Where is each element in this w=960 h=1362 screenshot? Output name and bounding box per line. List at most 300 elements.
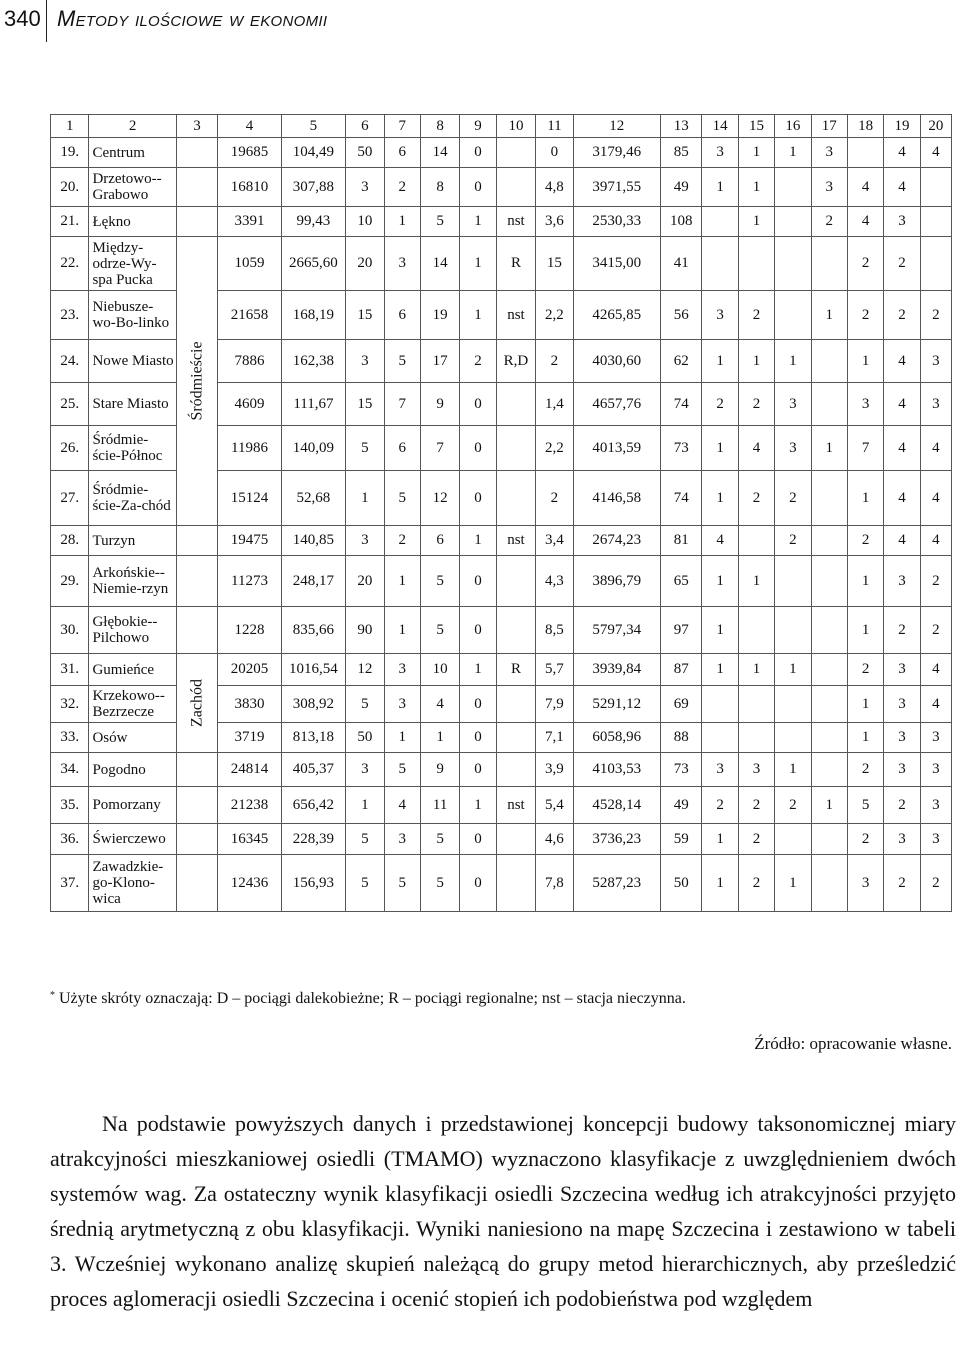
table-cell bbox=[738, 723, 774, 753]
table-cell: 4 bbox=[884, 383, 920, 426]
table-cell: Stare Miasto bbox=[89, 383, 176, 426]
table-cell: 3 bbox=[738, 753, 774, 787]
column-number: 19 bbox=[884, 115, 920, 138]
table-cell: 3 bbox=[346, 168, 384, 207]
table-cell: 1 bbox=[847, 686, 883, 723]
table-cell: 111,67 bbox=[281, 383, 345, 426]
table-cell: 1,4 bbox=[536, 383, 573, 426]
table-cell: 21. bbox=[51, 207, 89, 237]
table-cell: 2 bbox=[536, 471, 573, 526]
table-cell: 1059 bbox=[218, 237, 281, 291]
table-cell: Centrum bbox=[89, 138, 176, 168]
table-cell bbox=[920, 168, 951, 207]
table-cell: 81 bbox=[660, 526, 702, 556]
region-cell bbox=[176, 237, 218, 526]
table-cell: 11986 bbox=[218, 426, 281, 471]
table-cell: 3896,79 bbox=[573, 556, 660, 607]
table-cell: Świerczewo bbox=[89, 824, 176, 855]
table-cell: 4,8 bbox=[536, 168, 573, 207]
table-cell: 0 bbox=[460, 723, 496, 753]
table-cell: Łękno bbox=[89, 207, 176, 237]
table-cell: 5 bbox=[346, 855, 384, 912]
table-cell: 2 bbox=[384, 168, 420, 207]
table-cell: 2 bbox=[884, 855, 920, 912]
table-cell: Zawadzkie-go-Klono-wica bbox=[89, 855, 176, 912]
table-cell: R bbox=[496, 237, 535, 291]
table-cell: 15 bbox=[346, 291, 384, 340]
table-cell: 20 bbox=[346, 556, 384, 607]
table-cell: 3 bbox=[811, 168, 847, 207]
table-cell: 1 bbox=[775, 753, 811, 787]
column-number: 16 bbox=[775, 115, 811, 138]
table-cell bbox=[496, 686, 535, 723]
column-number: 1 bbox=[51, 115, 89, 138]
table-cell: 3 bbox=[884, 207, 920, 237]
table-cell: 23. bbox=[51, 291, 89, 340]
table-cell: 2 bbox=[847, 291, 883, 340]
table-cell: 1 bbox=[702, 607, 738, 654]
column-number: 20 bbox=[920, 115, 951, 138]
table-cell: 17 bbox=[420, 340, 459, 383]
table-cell: 2 bbox=[738, 824, 774, 855]
table-cell: 1 bbox=[775, 654, 811, 686]
table-cell: Niebusze-wo-Bo-linko bbox=[89, 291, 176, 340]
table-cell: 3 bbox=[702, 138, 738, 168]
table-cell: 5797,34 bbox=[573, 607, 660, 654]
table-cell: 2 bbox=[920, 607, 951, 654]
column-number: 9 bbox=[460, 115, 496, 138]
table-row bbox=[51, 237, 952, 291]
table-cell: 5 bbox=[384, 855, 420, 912]
table-cell: 3 bbox=[811, 138, 847, 168]
table-cell: Głębokie--Pilchowo bbox=[89, 607, 176, 654]
table-cell: 12 bbox=[420, 471, 459, 526]
table-cell: 168,19 bbox=[281, 291, 345, 340]
table-cell: 5 bbox=[346, 686, 384, 723]
column-number: 7 bbox=[384, 115, 420, 138]
column-number: 18 bbox=[847, 115, 883, 138]
table-cell: 3,4 bbox=[536, 526, 573, 556]
table-cell: 5 bbox=[384, 471, 420, 526]
table-cell: 7 bbox=[420, 426, 459, 471]
table-cell: 4 bbox=[884, 526, 920, 556]
table-cell: 1 bbox=[460, 207, 496, 237]
table-cell: 1 bbox=[460, 291, 496, 340]
table-cell: 0 bbox=[460, 686, 496, 723]
table-cell: 4 bbox=[847, 168, 883, 207]
table-cell: R bbox=[496, 654, 535, 686]
table-cell bbox=[738, 526, 774, 556]
table-cell: 35. bbox=[51, 787, 89, 824]
table-cell bbox=[496, 383, 535, 426]
table-cell bbox=[775, 686, 811, 723]
table-cell: 3 bbox=[920, 753, 951, 787]
table-cell: Śródmie-ście-Północ bbox=[89, 426, 176, 471]
table-cell: 4 bbox=[738, 426, 774, 471]
table-cell bbox=[811, 723, 847, 753]
table-cell bbox=[496, 168, 535, 207]
table-cell: 4 bbox=[884, 340, 920, 383]
table-cell: 2 bbox=[847, 237, 883, 291]
table-cell: 813,18 bbox=[281, 723, 345, 753]
table-cell: 4265,85 bbox=[573, 291, 660, 340]
table-cell: 5 bbox=[420, 207, 459, 237]
table-cell: 1 bbox=[738, 138, 774, 168]
table-cell: 5 bbox=[384, 340, 420, 383]
table-cell bbox=[496, 138, 535, 168]
column-number-row bbox=[51, 115, 952, 138]
table-cell: 33. bbox=[51, 723, 89, 753]
table-cell: 1 bbox=[702, 426, 738, 471]
table-cell: 6 bbox=[384, 426, 420, 471]
header-divider bbox=[46, 0, 47, 42]
body-paragraph bbox=[50, 1106, 956, 1316]
column-number: 10 bbox=[496, 115, 535, 138]
table-cell bbox=[496, 855, 535, 912]
table-cell: 3 bbox=[384, 686, 420, 723]
table-cell: 835,66 bbox=[281, 607, 345, 654]
table-cell: 88 bbox=[660, 723, 702, 753]
table-cell: 12436 bbox=[218, 855, 281, 912]
table-cell: 1 bbox=[460, 237, 496, 291]
table-cell: 3 bbox=[920, 787, 951, 824]
table-cell: 3 bbox=[384, 824, 420, 855]
table-cell: 1 bbox=[775, 340, 811, 383]
table-cell: Krzekowo--Bezrzecze bbox=[89, 686, 176, 723]
table-cell: 59 bbox=[660, 824, 702, 855]
table-cell bbox=[738, 237, 774, 291]
table-cell: 2 bbox=[920, 556, 951, 607]
table-cell: 656,42 bbox=[281, 787, 345, 824]
table-cell: 2 bbox=[738, 787, 774, 824]
table-cell: nst bbox=[496, 526, 535, 556]
table-cell: 4103,53 bbox=[573, 753, 660, 787]
table-cell: 3,9 bbox=[536, 753, 573, 787]
table-cell: 2 bbox=[847, 824, 883, 855]
table-cell: 85 bbox=[660, 138, 702, 168]
table-cell: 9 bbox=[420, 753, 459, 787]
table-cell: 3 bbox=[884, 654, 920, 686]
table-cell: 7 bbox=[847, 426, 883, 471]
table-cell: 1 bbox=[811, 291, 847, 340]
table-cell: 1 bbox=[702, 471, 738, 526]
table-cell: 1 bbox=[738, 340, 774, 383]
table-cell: 1 bbox=[420, 723, 459, 753]
column-number: 4 bbox=[218, 115, 281, 138]
table-cell: 1 bbox=[847, 723, 883, 753]
table-cell: 3,6 bbox=[536, 207, 573, 237]
table-cell bbox=[176, 207, 218, 237]
table-cell: 19. bbox=[51, 138, 89, 168]
page-number: 340 bbox=[4, 6, 41, 31]
table-cell: 30. bbox=[51, 607, 89, 654]
table-cell: 27. bbox=[51, 471, 89, 526]
table-cell: 3971,55 bbox=[573, 168, 660, 207]
table-cell: 4030,60 bbox=[573, 340, 660, 383]
table-cell: 5,4 bbox=[536, 787, 573, 824]
table-cell: 140,85 bbox=[281, 526, 345, 556]
table-cell: 56 bbox=[660, 291, 702, 340]
table-cell: 1 bbox=[775, 138, 811, 168]
table-cell: 14 bbox=[420, 237, 459, 291]
table-cell: 3 bbox=[702, 753, 738, 787]
table-cell: 1 bbox=[702, 824, 738, 855]
table-cell: 162,38 bbox=[281, 340, 345, 383]
table-cell: 3 bbox=[346, 753, 384, 787]
table-cell: 4657,76 bbox=[573, 383, 660, 426]
table-cell bbox=[702, 237, 738, 291]
table-cell: 405,37 bbox=[281, 753, 345, 787]
table-row bbox=[51, 753, 952, 787]
table-cell: 0 bbox=[460, 471, 496, 526]
table-cell: 1 bbox=[811, 426, 847, 471]
table-cell: 0 bbox=[460, 855, 496, 912]
table-cell: 7,9 bbox=[536, 686, 573, 723]
table-cell: 7 bbox=[384, 383, 420, 426]
footnote-text: Użyte skróty oznaczają: D – pociągi dalekobieżne; R – pociągi regionalne; nst – stacja nieczynna. bbox=[59, 990, 686, 1007]
table-cell: 5287,23 bbox=[573, 855, 660, 912]
table-cell: 3 bbox=[920, 824, 951, 855]
table-cell: 4 bbox=[384, 787, 420, 824]
table-cell: 5 bbox=[346, 824, 384, 855]
table-cell: 156,93 bbox=[281, 855, 345, 912]
table-cell: 3 bbox=[346, 526, 384, 556]
table-cell bbox=[775, 723, 811, 753]
table-cell bbox=[496, 426, 535, 471]
table-row bbox=[51, 556, 952, 607]
table-cell bbox=[496, 607, 535, 654]
table-cell: 1 bbox=[738, 654, 774, 686]
table-cell: 62 bbox=[660, 340, 702, 383]
table-cell: 36. bbox=[51, 824, 89, 855]
table-cell: 1 bbox=[384, 607, 420, 654]
table-cell: 4 bbox=[884, 138, 920, 168]
table-cell: 3 bbox=[775, 383, 811, 426]
table-cell: 3 bbox=[884, 723, 920, 753]
table-cell: 3 bbox=[346, 340, 384, 383]
table-cell: 24. bbox=[51, 340, 89, 383]
table-cell: 6058,96 bbox=[573, 723, 660, 753]
table-cell: 1 bbox=[702, 855, 738, 912]
footnote-marker: * bbox=[50, 990, 55, 1001]
table-cell: 15124 bbox=[218, 471, 281, 526]
table-cell: 1 bbox=[847, 607, 883, 654]
table-cell: 4609 bbox=[218, 383, 281, 426]
table-cell: 29. bbox=[51, 556, 89, 607]
table-cell: 90 bbox=[346, 607, 384, 654]
table-cell: 5 bbox=[420, 556, 459, 607]
table-cell bbox=[176, 607, 218, 654]
column-number: 3 bbox=[176, 115, 218, 138]
table-cell bbox=[496, 723, 535, 753]
table-cell: 4 bbox=[884, 168, 920, 207]
table-cell: 21658 bbox=[218, 291, 281, 340]
table-cell bbox=[775, 824, 811, 855]
table-cell: 1 bbox=[460, 654, 496, 686]
table-cell: 2 bbox=[384, 526, 420, 556]
table-cell: 32. bbox=[51, 686, 89, 723]
column-number: 11 bbox=[536, 115, 573, 138]
table-cell: 4013,59 bbox=[573, 426, 660, 471]
table-cell bbox=[496, 471, 535, 526]
table-cell: 4,6 bbox=[536, 824, 573, 855]
table-cell bbox=[775, 207, 811, 237]
table-cell: 1 bbox=[384, 723, 420, 753]
table-cell bbox=[775, 168, 811, 207]
table-cell: 21238 bbox=[218, 787, 281, 824]
table-cell bbox=[176, 526, 218, 556]
table-cell: 1 bbox=[775, 855, 811, 912]
table-cell: 49 bbox=[660, 787, 702, 824]
table-cell: 1 bbox=[346, 471, 384, 526]
table-cell: 2674,23 bbox=[573, 526, 660, 556]
table-cell: 50 bbox=[346, 723, 384, 753]
table-cell: Gumieńce bbox=[89, 654, 176, 686]
table-cell: 16810 bbox=[218, 168, 281, 207]
region-cell bbox=[176, 654, 218, 753]
table-cell: 2 bbox=[884, 607, 920, 654]
region-label: Śródmieście bbox=[188, 341, 206, 421]
table-cell: 2 bbox=[460, 340, 496, 383]
table-cell: 4 bbox=[920, 686, 951, 723]
table-cell: 0 bbox=[460, 607, 496, 654]
table-cell bbox=[176, 753, 218, 787]
table-cell bbox=[811, 526, 847, 556]
table-cell: 3 bbox=[884, 753, 920, 787]
table-cell: 2 bbox=[738, 291, 774, 340]
table-cell: 1 bbox=[384, 556, 420, 607]
table-cell: 2 bbox=[738, 471, 774, 526]
table-cell: 37. bbox=[51, 855, 89, 912]
table-cell: 2 bbox=[847, 526, 883, 556]
table-cell bbox=[775, 607, 811, 654]
table-cell: 3 bbox=[847, 855, 883, 912]
table-cell: 5,7 bbox=[536, 654, 573, 686]
table-cell bbox=[702, 686, 738, 723]
table-cell: Nowe Miasto bbox=[89, 340, 176, 383]
table-cell: 3 bbox=[775, 426, 811, 471]
table-cell: 104,49 bbox=[281, 138, 345, 168]
table-cell: 307,88 bbox=[281, 168, 345, 207]
table-cell: 1228 bbox=[218, 607, 281, 654]
table-cell: 87 bbox=[660, 654, 702, 686]
table-cell bbox=[176, 138, 218, 168]
table-cell: 4 bbox=[847, 207, 883, 237]
table-cell bbox=[920, 207, 951, 237]
table-cell: 8 bbox=[420, 168, 459, 207]
table-cell: 2 bbox=[702, 787, 738, 824]
table-cell: 0 bbox=[460, 426, 496, 471]
table-cell: 25. bbox=[51, 383, 89, 426]
table-cell: 5 bbox=[420, 824, 459, 855]
table-cell bbox=[847, 138, 883, 168]
table-cell bbox=[811, 383, 847, 426]
table-cell: 2 bbox=[920, 855, 951, 912]
table-row bbox=[51, 855, 952, 912]
table-cell: 41 bbox=[660, 237, 702, 291]
table-cell: 140,09 bbox=[281, 426, 345, 471]
table-cell: 4 bbox=[702, 526, 738, 556]
table-cell: 1 bbox=[702, 340, 738, 383]
table-cell: 3179,46 bbox=[573, 138, 660, 168]
column-number: 2 bbox=[89, 115, 176, 138]
table-cell: 3 bbox=[384, 237, 420, 291]
table-cell: 1016,54 bbox=[281, 654, 345, 686]
table-cell: 3830 bbox=[218, 686, 281, 723]
table-cell: 0 bbox=[460, 383, 496, 426]
table-cell: 74 bbox=[660, 383, 702, 426]
column-number: 17 bbox=[811, 115, 847, 138]
table-cell: 2 bbox=[811, 207, 847, 237]
table-cell bbox=[496, 556, 535, 607]
table-cell: 6 bbox=[420, 526, 459, 556]
table-cell: Drzetowo--Grabowo bbox=[89, 168, 176, 207]
table-cell: 3 bbox=[884, 556, 920, 607]
table-cell: 15 bbox=[536, 237, 573, 291]
table-cell: 5291,12 bbox=[573, 686, 660, 723]
table-cell: 3939,84 bbox=[573, 654, 660, 686]
table-row bbox=[51, 787, 952, 824]
table-cell: 0 bbox=[460, 753, 496, 787]
table-cell: 6 bbox=[384, 138, 420, 168]
table-cell bbox=[811, 471, 847, 526]
table-cell bbox=[702, 723, 738, 753]
table-cell: 2 bbox=[884, 237, 920, 291]
table-cell: 73 bbox=[660, 426, 702, 471]
table-cell: 0 bbox=[460, 824, 496, 855]
table-cell bbox=[176, 787, 218, 824]
table-cell bbox=[775, 237, 811, 291]
table-cell: 3 bbox=[920, 340, 951, 383]
table-cell: 6 bbox=[384, 291, 420, 340]
table-cell: Osów bbox=[89, 723, 176, 753]
table-cell: 1 bbox=[346, 787, 384, 824]
table-cell: 65 bbox=[660, 556, 702, 607]
table-cell: R,D bbox=[496, 340, 535, 383]
table-cell: 4 bbox=[920, 426, 951, 471]
data-table bbox=[50, 114, 952, 912]
table-cell: 20. bbox=[51, 168, 89, 207]
footnote bbox=[50, 990, 686, 1008]
table-cell bbox=[811, 824, 847, 855]
table-cell bbox=[811, 855, 847, 912]
table-cell bbox=[811, 556, 847, 607]
table-cell: 4 bbox=[420, 686, 459, 723]
table-cell: 1 bbox=[847, 340, 883, 383]
table-cell: 26. bbox=[51, 426, 89, 471]
table-cell bbox=[176, 824, 218, 855]
table-cell: 4 bbox=[920, 526, 951, 556]
table-cell: 2,2 bbox=[536, 291, 573, 340]
table-cell: 20 bbox=[346, 237, 384, 291]
table-cell: 8,5 bbox=[536, 607, 573, 654]
table-cell: 4 bbox=[920, 138, 951, 168]
table-cell: 1 bbox=[738, 207, 774, 237]
table-cell: 5 bbox=[847, 787, 883, 824]
table-cell: 28. bbox=[51, 526, 89, 556]
table-cell bbox=[738, 607, 774, 654]
table-cell: 22. bbox=[51, 237, 89, 291]
table-cell: 1 bbox=[811, 787, 847, 824]
table-cell: 248,17 bbox=[281, 556, 345, 607]
table-row bbox=[51, 654, 952, 686]
table-cell: 34. bbox=[51, 753, 89, 787]
table-cell: 52,68 bbox=[281, 471, 345, 526]
table-cell: 108 bbox=[660, 207, 702, 237]
table-cell: 0 bbox=[536, 138, 573, 168]
table-cell: 50 bbox=[660, 855, 702, 912]
table-cell: 3 bbox=[847, 383, 883, 426]
